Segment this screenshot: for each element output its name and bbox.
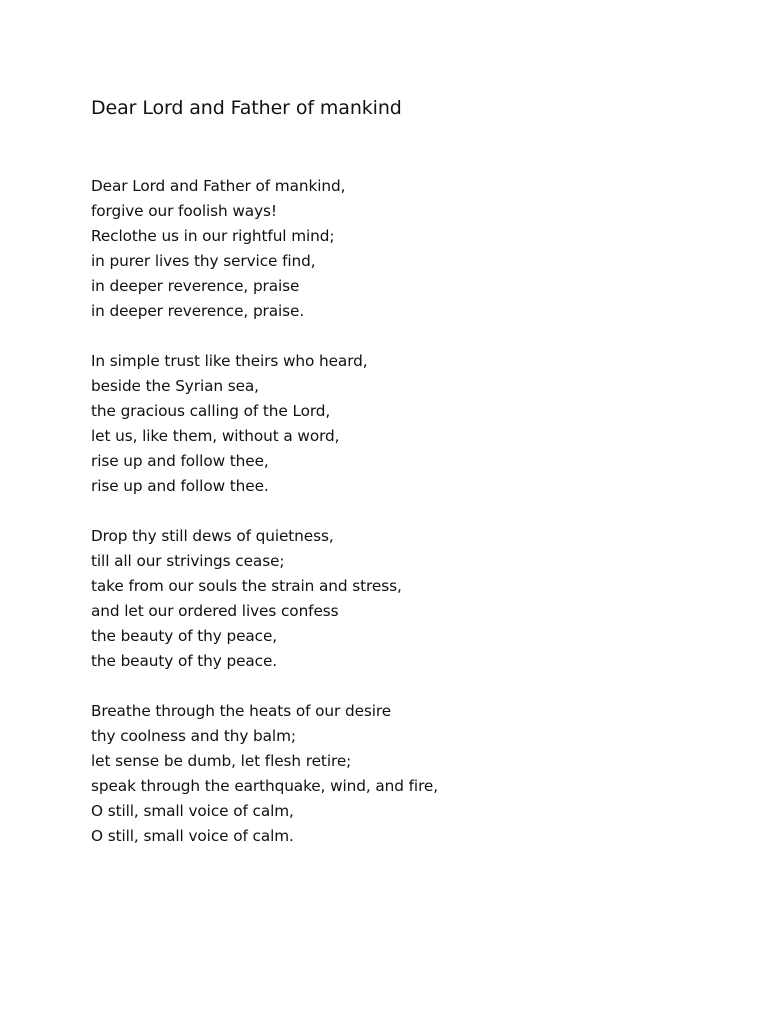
verse-line: rise up and follow thee. <box>91 477 269 495</box>
verse-line: the beauty of thy peace, <box>91 627 278 645</box>
stanza-1 <box>91 174 711 324</box>
stanza-2 <box>91 349 711 499</box>
verse-line: In simple trust like theirs who heard, <box>91 352 368 370</box>
stanza-4 <box>91 699 711 849</box>
verse-line: let us, like them, without a word, <box>91 427 340 445</box>
verse-line: O still, small voice of calm, <box>91 802 294 820</box>
stanza-3 <box>91 524 711 674</box>
verse-line: Dear Lord and Father of mankind, <box>91 177 346 195</box>
document-page <box>91 94 711 874</box>
verse-line: Drop thy still dews of quietness, <box>91 527 334 545</box>
verse-line: speak through the earthquake, wind, and fire, <box>91 777 439 795</box>
verse-line: Breathe through the heats of our desire <box>91 702 392 720</box>
verse-line: in deeper reverence, praise <box>91 277 300 295</box>
verse-line: thy coolness and thy balm; <box>91 727 296 745</box>
verse-line: rise up and follow thee, <box>91 452 269 470</box>
verse-line: Reclothe us in our rightful mind; <box>91 227 335 245</box>
verse-line: forgive our foolish ways! <box>91 202 277 220</box>
verse-line: in purer lives thy service find, <box>91 252 316 270</box>
verse-line: take from our souls the strain and stress, <box>91 577 402 595</box>
verse-line: the gracious calling of the Lord, <box>91 402 331 420</box>
verse-line: till all our strivings cease; <box>91 552 285 570</box>
verse-line: let sense be dumb, let flesh retire; <box>91 752 352 770</box>
verse-line: in deeper reverence, praise. <box>91 302 305 320</box>
verse-line: O still, small voice of calm. <box>91 827 294 845</box>
verse-line: beside the Syrian sea, <box>91 377 259 395</box>
verse-line: and let our ordered lives confess <box>91 602 339 620</box>
verse-line: the beauty of thy peace. <box>91 652 278 670</box>
hymn-title: Dear Lord and Father of mankind <box>91 97 402 119</box>
